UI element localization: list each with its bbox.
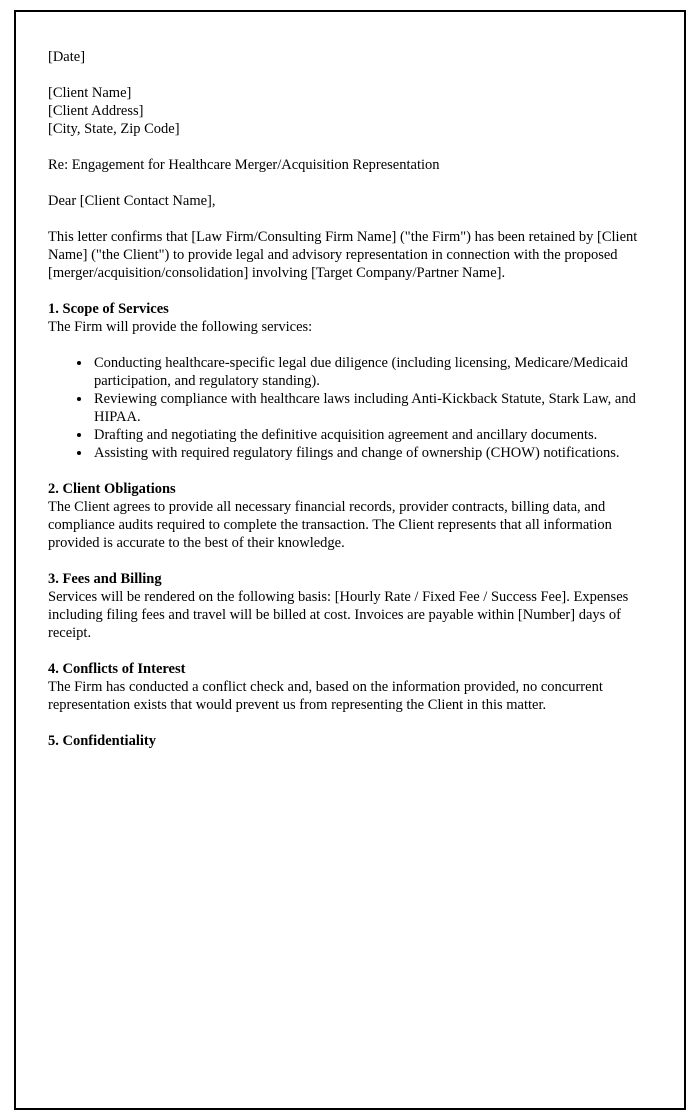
section-client-obligations [48,480,638,552]
section-confidentiality [48,732,638,750]
subject-line: Re: Engagement for Healthcare Merger/Acquisition Representation [48,157,440,173]
list-item: • Reviewing compliance with healthcare laws including Anti-Kickback Statute, Stark Law, and HIPAA. [92,390,638,426]
section-body: The Client agrees to provide all necessary financial records, provider contracts, billing data, and compliance audits required to complete the transaction. The Client represents that all information provided is accurate to the best of their knowledge. [48,499,612,551]
services-bullet-list [48,354,638,462]
intro-paragraph: This letter confirms that [Law Firm/Consulting Firm Name] ("the Firm") has been retained by [Client Name] ("the Client") to provide legal and advisory representation in connection with the proposed [merger/acquisition/consolidation] involving [Target Company/Partner Name]. [48,229,638,281]
section-heading: 3. Fees and Billing [48,571,162,587]
section-body: The Firm will provide the following services: [48,319,313,335]
list-item: • Drafting and negotiating the definitive acquisition agreement and ancillary documents. [92,426,638,444]
section-heading: 5. Confidentiality [48,733,156,749]
recipient-city-line: [City, State, Zip Code] [48,121,180,137]
salutation-line: Dear [Client Contact Name], [48,193,216,209]
section-heading: 1. Scope of Services [48,301,169,317]
section-body: Services will be rendered on the following basis: [Hourly Rate / Fixed Fee / Success Fee]. Expenses including filing fees and travel will be billed at cost. Invoices are payable within [Number] days of receipt. [48,589,629,641]
section-heading: 4. Conflicts of Interest [48,661,186,677]
section-scope-of-services [48,300,638,462]
list-item: • Assisting with required regulatory filings and change of ownership (CHOW) notifications. [92,444,638,462]
section-conflicts-of-interest [48,660,638,714]
recipient-address-block [48,84,638,138]
section-fees-and-billing [48,570,638,642]
section-heading: 2. Client Obligations [48,481,176,497]
list-item: • Conducting healthcare-specific legal due diligence (including licensing, Medicare/Medicaid participation, and regulatory standing). [92,354,638,390]
section-body: The Firm has conducted a conflict check and, based on the information provided, no concurrent representation exists that would prevent us from representing the Client in this matter. [48,679,603,713]
recipient-name-line: [Client Name] [48,85,132,101]
date-line: [Date] [48,49,86,65]
engagement-letter-page [14,10,686,1110]
recipient-address-line: [Client Address] [48,103,144,119]
